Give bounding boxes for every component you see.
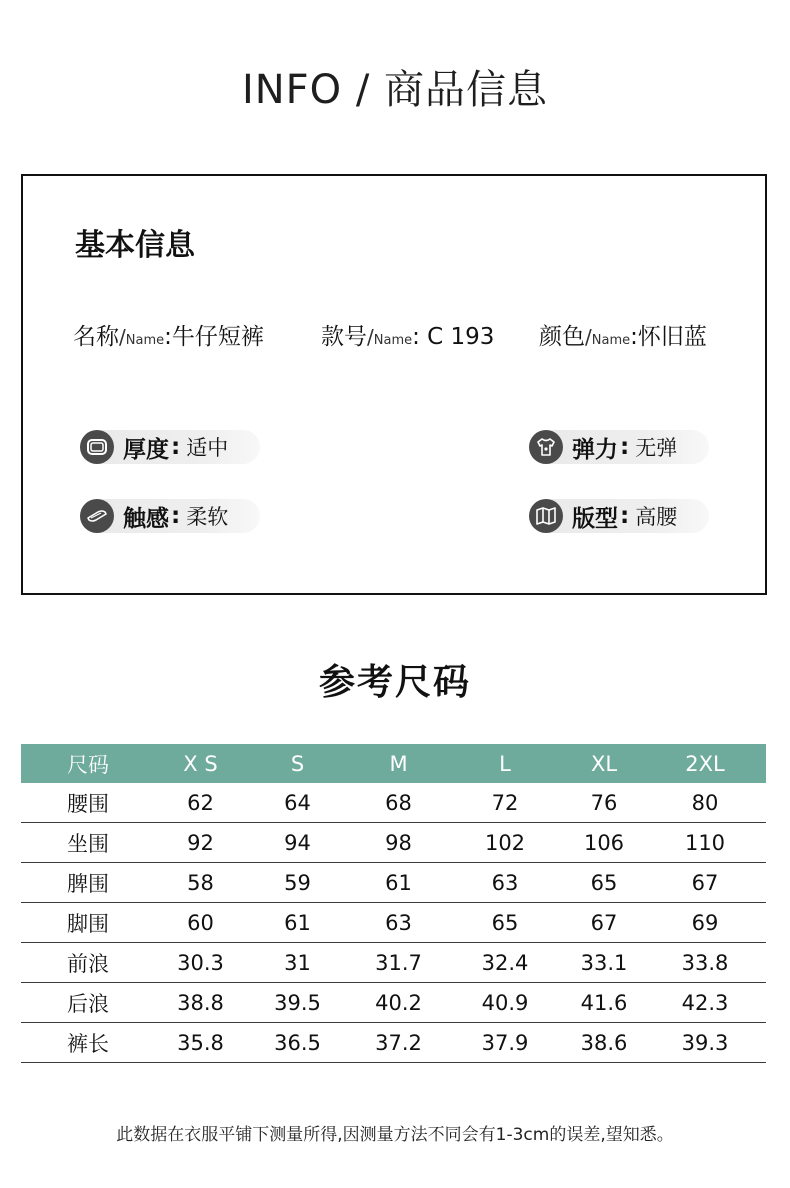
table-cell: 39.5	[244, 983, 351, 1023]
row-label: 坐围	[21, 823, 157, 863]
table-cell: 67	[644, 863, 766, 903]
table-row	[21, 863, 766, 903]
table-cell: 92	[157, 823, 244, 863]
spec-colon: :	[164, 324, 172, 350]
table-row	[21, 983, 766, 1023]
table-cell: 37.2	[351, 1023, 446, 1063]
fabric-icon	[80, 499, 114, 533]
table-cell: 38.8	[157, 983, 244, 1023]
table-cell: 65	[446, 903, 564, 943]
row-label: 脾围	[21, 863, 157, 903]
column-header: L	[446, 744, 564, 783]
table-row	[21, 903, 766, 943]
size-chart-title: 参考尺码	[318, 662, 471, 703]
table-row	[21, 783, 766, 823]
attribute-colon: :	[171, 434, 181, 460]
column-header: X S	[157, 744, 244, 783]
table-cell: 69	[644, 903, 766, 943]
attribute-key: 触感	[123, 505, 169, 532]
table-cell: 62	[157, 783, 244, 823]
spec-value: 牛仔短裤	[171, 324, 264, 350]
table-cell: 102	[446, 823, 564, 863]
table-cell: 39.3	[644, 1023, 766, 1063]
row-label: 裤长	[21, 1023, 157, 1063]
spec-colon: :	[630, 324, 638, 350]
attribute-colon: :	[171, 503, 181, 529]
table-cell: 72	[446, 783, 564, 823]
table-cell: 42.3	[644, 983, 766, 1023]
thickness-icon	[80, 430, 114, 464]
table-cell: 94	[244, 823, 351, 863]
table-cell: 98	[351, 823, 446, 863]
table-cell: 30.3	[157, 943, 244, 983]
table-cell: 106	[564, 823, 644, 863]
table-cell: 76	[564, 783, 644, 823]
spec-label: 款号	[321, 324, 367, 350]
table-cell: 35.8	[157, 1023, 244, 1063]
spec-style-no	[321, 318, 494, 351]
table-row	[21, 823, 766, 863]
attribute-key: 厚度	[123, 436, 169, 463]
table-cell: 60	[157, 903, 244, 943]
tshirt-icon	[529, 430, 563, 464]
basic-info-panel	[21, 174, 767, 595]
column-header: S	[244, 744, 351, 783]
spec-slash: /	[585, 325, 592, 349]
attribute-key: 弹力	[572, 436, 618, 463]
table-cell: 58	[157, 863, 244, 903]
spec-slash: /	[367, 325, 374, 349]
table-cell: 67	[564, 903, 644, 943]
spec-en-label: Name	[591, 333, 631, 348]
table-cell: 32.4	[446, 943, 564, 983]
size-chart-header-row	[21, 744, 766, 783]
table-row	[21, 943, 766, 983]
spec-value: C 193	[419, 324, 495, 350]
spec-en-label: Name	[125, 333, 165, 348]
table-cell: 61	[351, 863, 446, 903]
attribute-fit	[529, 499, 709, 533]
attribute-colon: :	[620, 434, 630, 460]
spec-en-label: Name	[373, 333, 413, 348]
table-cell: 40.9	[446, 983, 564, 1023]
table-cell: 63	[351, 903, 446, 943]
table-cell: 64	[244, 783, 351, 823]
attribute-value: 无弹	[635, 436, 678, 460]
table-cell: 110	[644, 823, 766, 863]
size-chart-table	[21, 744, 766, 1063]
spec-label: 颜色	[539, 324, 585, 350]
row-label: 前浪	[21, 943, 157, 983]
table-cell: 31	[244, 943, 351, 983]
row-label: 腰围	[21, 783, 157, 823]
column-header: XL	[564, 744, 644, 783]
page-title: INFO / 商品信息	[241, 67, 549, 113]
spec-name	[73, 318, 264, 351]
table-cell: 38.6	[564, 1023, 644, 1063]
column-header: 2XL	[644, 744, 766, 783]
table-cell: 33.8	[644, 943, 766, 983]
table-cell: 59	[244, 863, 351, 903]
column-header: M	[351, 744, 446, 783]
table-cell: 63	[446, 863, 564, 903]
measurement-footnote: 此数据在衣服平铺下测量所得,因测量方法不同会有1-3cm的误差,望知悉。	[116, 1125, 674, 1145]
table-cell: 65	[564, 863, 644, 903]
spec-color	[539, 318, 707, 351]
spec-slash: /	[119, 325, 126, 349]
column-header: 尺码	[21, 744, 157, 783]
row-label: 脚围	[21, 903, 157, 943]
table-cell: 36.5	[244, 1023, 351, 1063]
folded-map-icon	[529, 499, 563, 533]
spec-colon: :	[412, 324, 420, 350]
table-cell: 31.7	[351, 943, 446, 983]
attribute-touch	[80, 499, 260, 533]
table-row	[21, 1023, 766, 1063]
spec-value: 怀旧蓝	[637, 324, 707, 350]
attribute-value: 适中	[186, 436, 229, 460]
basic-info-title: 基本信息	[75, 228, 195, 263]
table-cell: 40.2	[351, 983, 446, 1023]
table-cell: 41.6	[564, 983, 644, 1023]
attribute-colon: :	[620, 503, 630, 529]
attribute-value: 柔软	[186, 505, 229, 529]
table-cell: 37.9	[446, 1023, 564, 1063]
attribute-thickness	[80, 430, 260, 464]
table-cell: 33.1	[564, 943, 644, 983]
table-cell: 80	[644, 783, 766, 823]
table-cell: 68	[351, 783, 446, 823]
attribute-key: 版型	[572, 505, 618, 532]
row-label: 后浪	[21, 983, 157, 1023]
attribute-value: 高腰	[635, 505, 678, 529]
spec-label: 名称	[73, 324, 119, 350]
attribute-elasticity	[529, 430, 709, 464]
table-cell: 61	[244, 903, 351, 943]
